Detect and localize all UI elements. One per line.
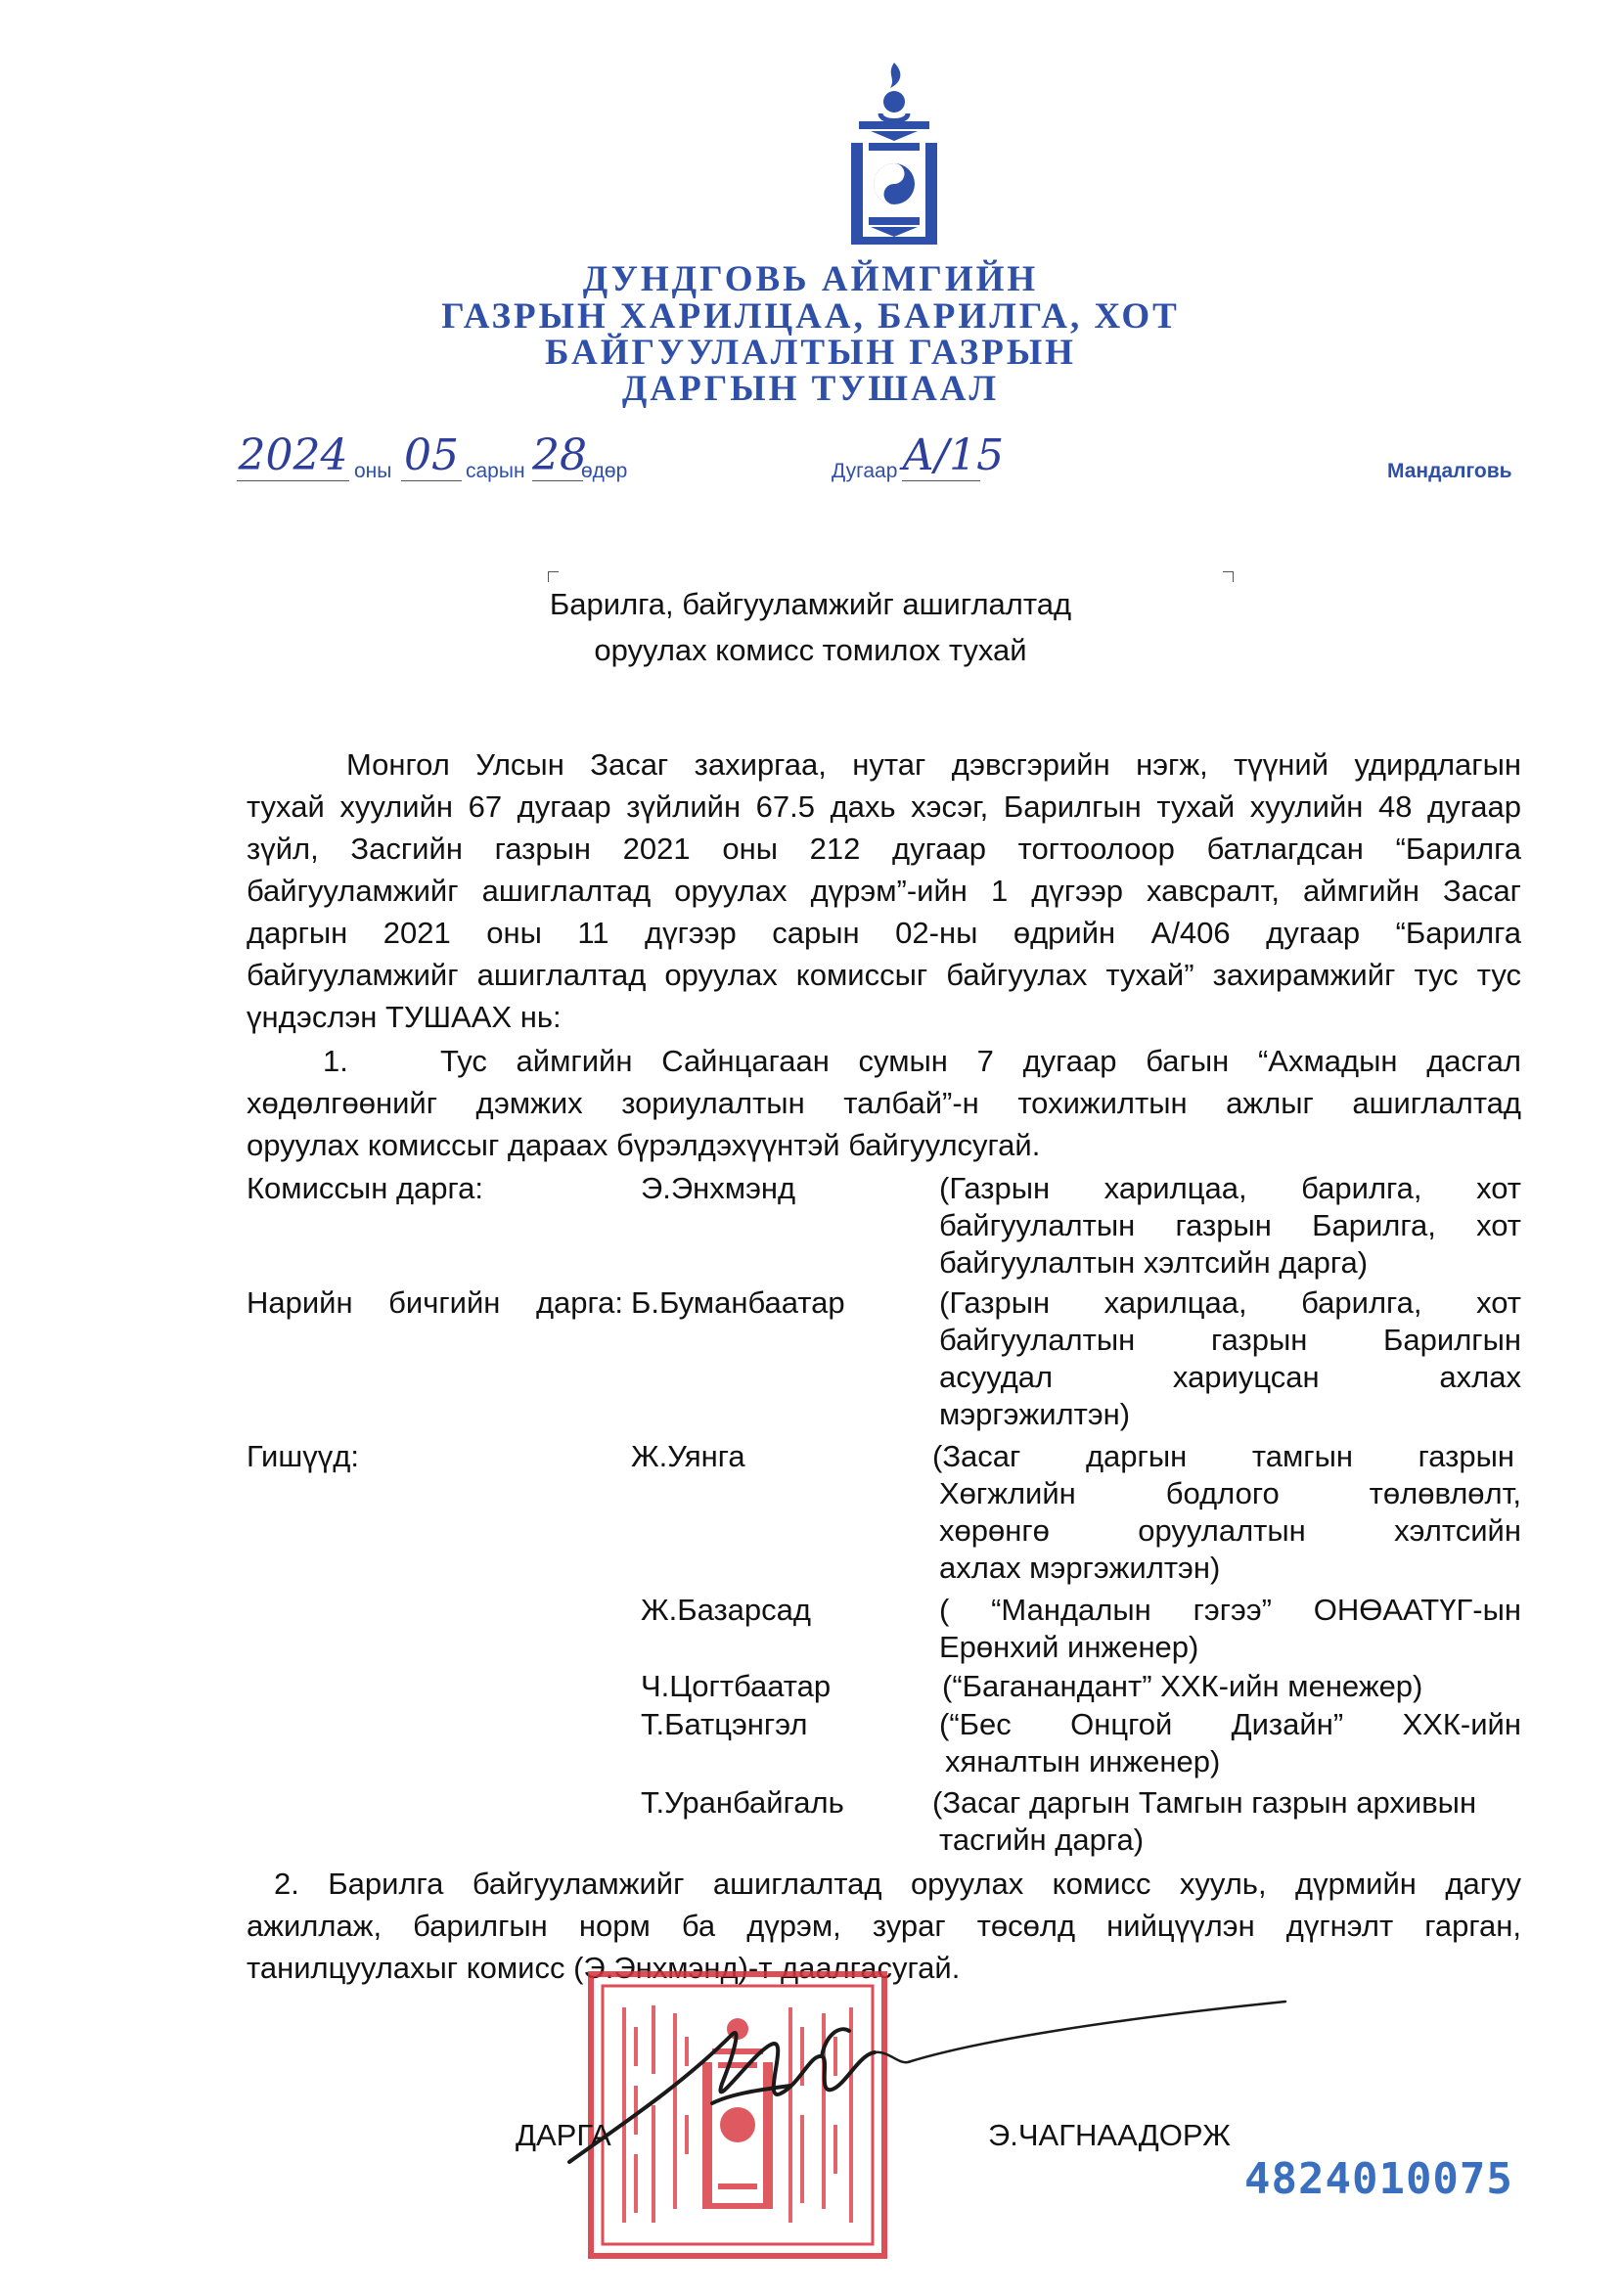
item2-line: ажиллаж, барилгын норм ба дүрэм, зураг төсөлд нийцүүлэн дүгнэлт гарган,: [247, 1909, 1521, 1943]
date-year-field: [237, 430, 349, 481]
item1-number: 1.: [323, 1044, 348, 1078]
item1-line: хөдөлгөөнийг дэмжих зориулалтын талбай”-н тохижилтын ажлыг ашиглалтад: [247, 1086, 1521, 1120]
commission-secretary-desc: байгуулалтын газрын Барилгын: [939, 1323, 1521, 1357]
date-year: 2024: [238, 430, 348, 480]
item1-line: оруулах комиссыг дараах бүрэлдэхүүнтэй байгуулсугай.: [247, 1128, 1041, 1162]
soyombo-emblem-icon: [847, 61, 941, 247]
date-day-label: өдөр: [581, 460, 628, 482]
preamble-line: Монгол Улсын Засаг захиргаа, нутаг дэвсгэрийн нэгж, түүний удирдлагын: [346, 747, 1521, 782]
commission-secretary-desc: асуудал хариуцсан ахлах: [939, 1360, 1521, 1394]
preamble-line: зүйл, Засгийн газрын 2021 оны 212 дугаар тогтоолоор батлагдсан “Барилга: [247, 832, 1521, 866]
commission-chair-label: Комиссын дарга:: [247, 1171, 483, 1205]
preamble-line: байгууламжийг ашиглалтад оруулах дүрэм”-ийн 1 дүгээр хавсралт, аймгийн Засаг: [247, 874, 1521, 908]
preamble-line: тухай хуулийн 67 дугаар зүйлийн 67.5 дахь хэсэг, Барилгын тухай хуулийн 48 дугаар: [247, 789, 1521, 824]
preamble-line: үндэслэн ТУШААХ нь:: [247, 1000, 562, 1034]
date-year-label: оны: [354, 460, 392, 482]
signature-title: ДАРГА: [516, 2118, 611, 2152]
date-month-label: сарын: [466, 460, 525, 482]
header-line-3: БАЙГУУЛАЛТЫН ГАЗРЫН: [545, 333, 1076, 373]
order-number: А/15: [902, 430, 1005, 480]
commission-member-desc: Хөгжлийн бодлого төлөвлөлт,: [939, 1476, 1521, 1510]
commission-member-desc: (Засаг даргын тамгын газрын: [932, 1439, 1514, 1473]
commission-member-desc: Ерөнхий инженер): [939, 1630, 1199, 1664]
commission-chair-desc: байгуулалтын хэлтсийн дарга): [939, 1245, 1369, 1280]
item1-line: Тус аймгийн Сайнцагаан сумын 7 дугаар багын “Ахмадын дасгал: [440, 1044, 1521, 1078]
preamble-line: байгууламжийг ашиглалтад оруулах комиссыг байгуулах тухай” захирамжийг тус тус: [247, 958, 1521, 992]
commission-chair-desc: байгуулалтын газрын Барилга, хот: [939, 1208, 1521, 1242]
commission-member-desc: (“Бес Онцгой Дизайн” ХХК-ийн: [939, 1707, 1521, 1741]
commission-member-desc: (“Баганандант” ХХК-ийн менежер): [942, 1669, 1423, 1703]
signature-name: Э.ЧАГНААДОРЖ: [988, 2118, 1231, 2152]
commission-chair-desc: (Газрын харилцаа, барилга, хот: [939, 1171, 1521, 1205]
commission-members-label: Гишүүд:: [247, 1439, 359, 1473]
handwritten-signature-icon: [565, 1996, 1289, 2172]
subject-line-2: оруулах комисс томилох тухай: [594, 633, 1027, 667]
number-label: Дугаар: [832, 460, 898, 482]
commission-member-name: Т.Уранбайгаль: [641, 1785, 844, 1820]
commission-member-desc: (Засаг даргын Тамгын газрын архивын: [932, 1785, 1477, 1820]
date-day: 28: [532, 430, 587, 480]
city-name: Мандалговь: [1387, 460, 1512, 482]
item2-line: танилцуулахыг комисс (Э.Энхмэнд)-т даалгасугай.: [247, 1951, 961, 1985]
header-line-4: ДАРГЫН ТУШААЛ: [621, 369, 1000, 409]
commission-chair-name: Э.Энхмэнд: [641, 1171, 796, 1205]
header-line-2: ГАЗРЫН ХАРИЛЦАА, БАРИЛГА, ХОТ: [441, 296, 1180, 337]
commission-member-name: Ч.Цогтбаатар: [641, 1669, 832, 1703]
commission-member-desc: ( “Мандалын гэгээ” ОНӨААТҮГ-ын: [939, 1593, 1521, 1627]
commission-member-name: Ж.Уянга: [631, 1439, 745, 1473]
commission-member-desc: хөрөнгө оруулалтын хэлтсийн: [939, 1513, 1521, 1548]
commission-secretary-name: Б.Буманбаатар: [631, 1285, 845, 1320]
commission-member-desc: тасгийн дарга): [939, 1823, 1145, 1857]
preamble-line: даргын 2021 оны 11 дүгээр сарын 02-ны өдрийн А/406 дугаар “Барилга: [247, 916, 1521, 950]
commission-member-desc: ахлах мэргэжилтэн): [939, 1551, 1221, 1585]
registration-serial-number: 4824010075: [1244, 2154, 1513, 2204]
subject-line-1: Барилга, байгууламжийг ашиглалтад: [549, 587, 1072, 621]
commission-member-name: Ж.Базарсад: [641, 1593, 811, 1627]
item2-line: 2. Барилга байгууламжийг ашиглалтад оруулах комисс хууль, дүрмийн дагуу: [274, 1867, 1521, 1901]
commission-secretary-label: Нарийн бичгийн дарга:: [247, 1285, 623, 1320]
commission-secretary-desc: мэргэжилтэн): [939, 1397, 1131, 1431]
commission-secretary-desc: (Газрын харилцаа, барилга, хот: [939, 1285, 1521, 1320]
commission-member-name: Т.Батцэнгэл: [641, 1707, 808, 1741]
date-month: 05: [401, 430, 462, 481]
commission-member-desc: хяналтын инженер): [945, 1744, 1221, 1778]
header-line-1: ДУНДГОВЬ АЙМГИЙН: [582, 259, 1039, 299]
